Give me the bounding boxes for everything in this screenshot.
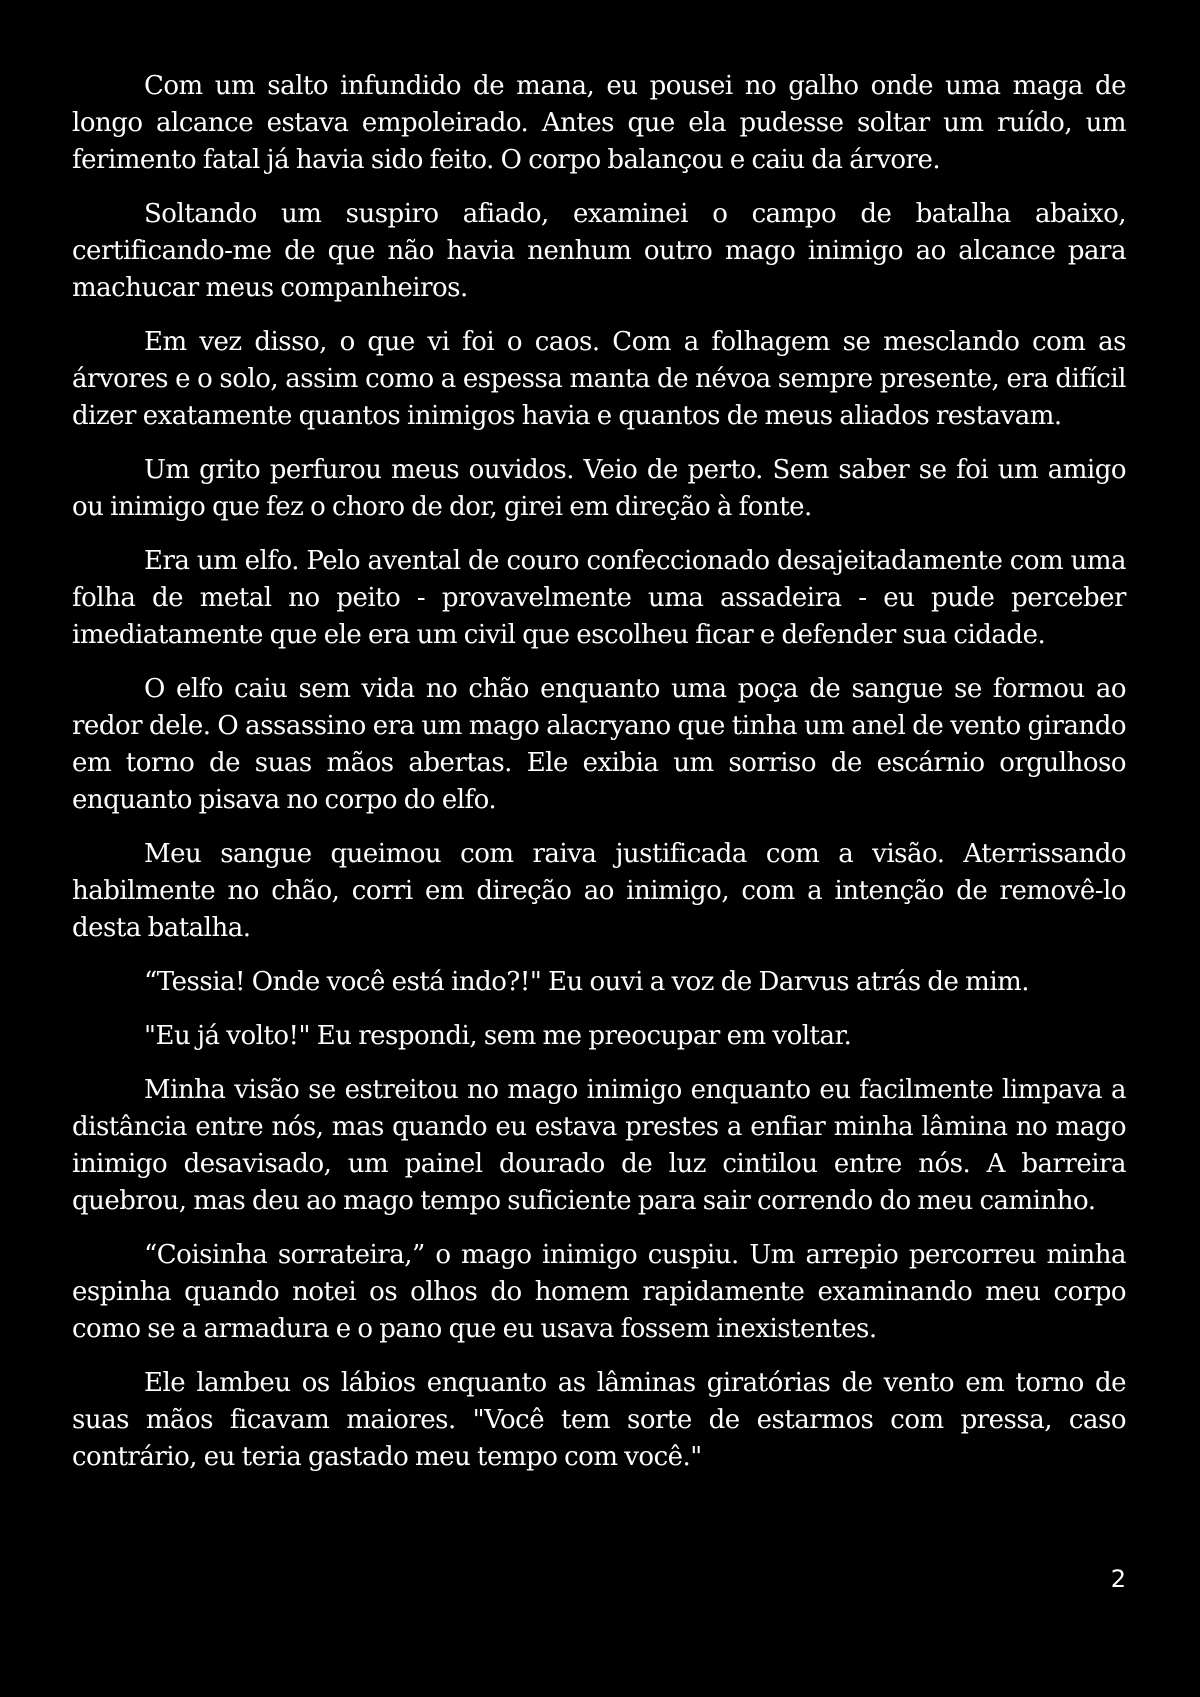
paragraph-1: Com um salto infundido de mana, eu pousei no galho onde uma maga de longo alcance estava empoleirado. Antes que ela pudesse soltar um ruído, um ferimento fatal já havia sido feito. O corpo balançou e caiu da árvore. [72,71,1126,175]
paragraph-3: Em vez disso, o que vi foi o caos. Com a folhagem se mesclando com as árvores e o solo, assim como a espessa manta de névoa sempre presente, era difícil dizer exatamente quantos inimigos havia e quantos de meus aliados restavam. [72,327,1126,431]
paragraph-12: Ele lambeu os lábios enquanto as lâminas giratórias de vento em torno de suas mãos ficavam maiores. "Você tem sorte de estarmos com pressa, caso contrário, eu teria gastado meu tempo com você." [72,1368,1126,1472]
paragraph-4: Um grito perfurou meus ouvidos. Veio de perto. Sem saber se foi um amigo ou inimigo que fez o choro de dor, girei em direção à fonte. [72,455,1126,522]
page-number: 2 [1110,1565,1126,1593]
document-body [72,68,1126,1476]
paragraph-9: "Eu já volto!" Eu respondi, sem me preocupar em voltar. [144,1021,852,1051]
paragraph-5: Era um elfo. Pelo avental de couro confeccionado desajeitadamente com uma folha de metal no peito - provavelmente uma assadeira - eu pude perceber imediatamente que ele era um civil que escolheu ficar e defender sua cidade. [72,546,1126,650]
paragraph-6: O elfo caiu sem vida no chão enquanto uma poça de sangue se formou ao redor dele. O assassino era um mago alacryano que tinha um anel de vento girando em torno de suas mãos abertas. Ele exibia um sorriso de escárnio orgulhoso enquanto pisava no corpo do elfo. [72,674,1126,815]
paragraph-7: Meu sangue queimou com raiva justificada com a visão. Aterrissando habilmente no chão, corri em direção ao inimigo, com a intenção de removê-lo desta batalha. [72,839,1126,943]
paragraph-10: Minha visão se estreitou no mago inimigo enquanto eu facilmente limpava a distância entre nós, mas quando eu estava prestes a enfiar minha lâmina no mago inimigo desavisado, um painel dourado de luz cintilou entre nós. A barreira quebrou, mas deu ao mago tempo suficiente para sair correndo do meu caminho. [72,1075,1126,1216]
paragraph-8: “Tessia! Onde você está indo?!" Eu ouvi a voz de Darvus atrás de mim. [144,967,1030,997]
paragraph-2: Soltando um suspiro afiado, examinei o campo de batalha abaixo, certificando-me de que não havia nenhum outro mago inimigo ao alcance para machucar meus companheiros. [72,199,1126,303]
paragraph-11: “Coisinha sorrateira,” o mago inimigo cuspiu. Um arrepio percorreu minha espinha quando notei os olhos do homem rapidamente examinando meu corpo como se a armadura e o pano que eu usava fossem inexistentes. [72,1240,1126,1344]
